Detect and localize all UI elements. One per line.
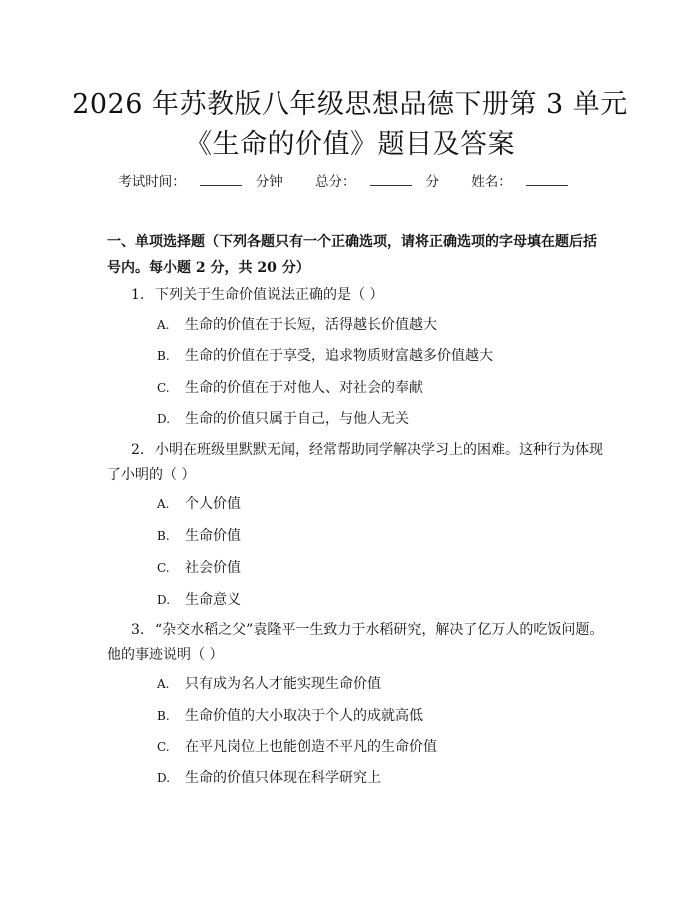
title-line-1: 2026 年苏教版八年级思想品德下册第 3 单元 xyxy=(72,89,628,120)
option-text: 生命的价值在于对他人、对社会的奉献 xyxy=(185,380,423,396)
question-number: 1. xyxy=(131,287,145,303)
q3-option-c[interactable] xyxy=(157,737,437,757)
option-letter: C. xyxy=(157,740,170,754)
option-letter: C. xyxy=(157,561,170,575)
score-blank[interactable] xyxy=(370,173,412,186)
time-label: 考试时间： xyxy=(118,174,186,190)
option-letter: C. xyxy=(157,381,170,395)
q1-option-d[interactable] xyxy=(157,409,409,429)
option-letter: B. xyxy=(157,349,170,363)
name-label: 姓名： xyxy=(471,174,512,190)
q1-option-b[interactable] xyxy=(157,346,493,366)
q1-option-a[interactable] xyxy=(157,315,437,335)
option-text: 只有成为名人才能实现生命价值 xyxy=(185,676,381,692)
question-text: 下列关于生命价值说法正确的是（ ） xyxy=(155,287,384,303)
exam-meta xyxy=(0,170,700,190)
option-text: 生命的价值只体现在科学研究上 xyxy=(185,770,381,786)
option-text: 在平凡岗位上也能创造不平凡的生命价值 xyxy=(185,739,437,755)
option-text: 生命意义 xyxy=(185,592,241,608)
question-number: 2. xyxy=(131,442,145,458)
question-text: 小明在班级里默默无闻，经常帮助同学解决学习上的困难。这种行为体现了小明的（ ） xyxy=(107,442,603,483)
option-text: 生命价值 xyxy=(185,528,241,544)
option-letter: D. xyxy=(157,412,171,426)
q2-option-c[interactable] xyxy=(157,558,241,578)
question-1 xyxy=(107,283,607,308)
q2-option-d[interactable] xyxy=(157,590,241,610)
option-letter: D. xyxy=(157,593,171,607)
time-field xyxy=(118,174,283,190)
score-label: 总分： xyxy=(315,174,356,190)
time-blank[interactable] xyxy=(200,173,242,186)
section-heading: 一、单项选择题（下列各题只有一个正确选项，请将正确选项的字母填在题后括号内。每小题 2 分，共 20 分） xyxy=(107,234,597,276)
question-3 xyxy=(107,618,607,668)
option-text: 生命的价值在于享受，追求物质财富越多价值越大 xyxy=(185,348,493,364)
option-letter: D. xyxy=(157,771,171,785)
question-text: “杂交水稻之父”袁隆平一生致力于水稻研究，解决了亿万人的吃饭问题。他的事迹说明（ ） xyxy=(107,622,604,663)
score-unit: 分 xyxy=(425,174,439,190)
option-letter: A. xyxy=(157,497,170,511)
q3-option-d[interactable] xyxy=(157,768,381,788)
name-blank[interactable] xyxy=(526,173,568,186)
question-2 xyxy=(107,438,607,488)
name-field xyxy=(471,174,582,190)
option-text: 生命的价值在于长短，活得越长价值越大 xyxy=(185,317,437,333)
q3-option-b[interactable] xyxy=(157,706,423,726)
option-letter: B. xyxy=(157,529,170,543)
option-text: 个人价值 xyxy=(185,496,241,512)
option-letter: B. xyxy=(157,709,170,723)
q1-option-c[interactable] xyxy=(157,378,423,398)
option-letter: A. xyxy=(157,677,170,691)
option-text: 社会价值 xyxy=(185,560,241,576)
option-letter: A. xyxy=(157,318,170,332)
q2-option-a[interactable] xyxy=(157,494,241,514)
score-field xyxy=(315,174,439,190)
option-text: 生命价值的大小取决于个人的成就高低 xyxy=(185,708,423,724)
question-number: 3. xyxy=(131,622,145,638)
title-line-2: 《生命的价值》题目及答案 xyxy=(185,129,515,160)
time-unit: 分钟 xyxy=(255,174,283,190)
q3-option-a[interactable] xyxy=(157,674,381,694)
q2-option-b[interactable] xyxy=(157,526,241,546)
option-text: 生命的价值只属于自己，与他人无关 xyxy=(185,411,409,427)
